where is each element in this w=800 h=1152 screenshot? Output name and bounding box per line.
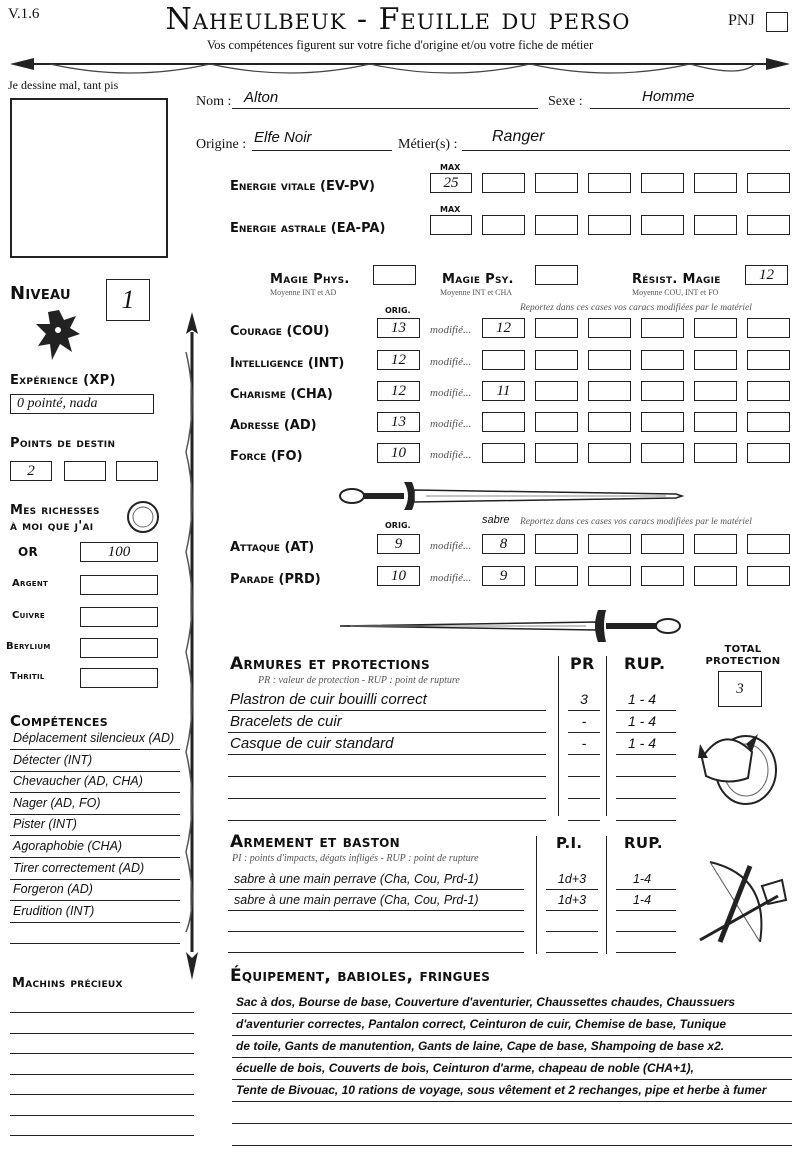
ea-track-box[interactable] xyxy=(588,215,631,235)
combat-modif-box[interactable] xyxy=(641,534,684,554)
combat-modif-box[interactable] xyxy=(694,534,737,554)
armor-rup[interactable]: 1 - 4 xyxy=(627,691,656,707)
stat-modif-box[interactable] xyxy=(588,412,631,432)
skill-item[interactable]: Déplacement silencieux (AD) xyxy=(10,728,180,750)
stat-orig-box[interactable]: 10 xyxy=(377,443,420,463)
armor-pr-line xyxy=(568,776,600,777)
armor-rup[interactable]: 1 - 4 xyxy=(627,713,656,729)
weapon-row-line xyxy=(228,889,524,890)
portrait-box[interactable] xyxy=(10,98,168,258)
treasure-line[interactable] xyxy=(10,1053,194,1054)
equipment-line[interactable] xyxy=(232,1102,792,1124)
treasure-line[interactable] xyxy=(10,1012,194,1013)
armement-col-pi: P.I. xyxy=(556,834,583,852)
stat-label: Courage (COU) xyxy=(230,324,330,339)
stat-orig-box[interactable]: 13 xyxy=(377,412,420,432)
arrow-divider-icon xyxy=(10,52,790,84)
armor-rup-line xyxy=(616,776,676,777)
ev-track-box[interactable] xyxy=(694,173,737,193)
stat-modif-box[interactable] xyxy=(482,443,525,463)
combat-orig-box[interactable]: 9 xyxy=(377,534,420,554)
ev-max-label: MAX xyxy=(440,163,461,172)
magie-psy-label: Magie Psy. xyxy=(442,272,514,287)
combat-modif-box[interactable] xyxy=(747,566,790,586)
skill-item[interactable]: Tirer correctement (AD) xyxy=(10,858,180,880)
stat-modif-box[interactable] xyxy=(641,412,684,432)
magie-phys-label: Magie Phys. xyxy=(270,272,350,287)
origine-field[interactable]: Elfe Noir xyxy=(254,129,312,146)
cuivre-label: Cuivre xyxy=(12,610,46,621)
armor-row-line xyxy=(228,710,546,711)
pnj-checkbox[interactable] xyxy=(766,12,788,32)
weapon-pi[interactable]: 1d+3 xyxy=(557,872,587,886)
destin-box-2[interactable] xyxy=(64,461,106,481)
berylium-label: Berylium xyxy=(6,641,51,652)
stat-modif-box[interactable] xyxy=(747,318,790,338)
stat-modif-box[interactable] xyxy=(694,443,737,463)
resist-magie-note: Moyenne COU, INT et FO xyxy=(632,288,719,297)
armures-col-rup: RUP. xyxy=(624,654,666,673)
ea-track-box[interactable] xyxy=(641,215,684,235)
or-label: OR xyxy=(18,545,39,559)
skill-item[interactable]: Pister (INT) xyxy=(10,814,180,836)
stat-label: Intelligence (INT) xyxy=(230,356,345,371)
combat-label: Attaque (AT) xyxy=(230,540,315,555)
combat-report-note: Reportez dans ces cases vos caracs modifiées par le matériel xyxy=(520,517,752,527)
resist-magie-label: Résist. Magie xyxy=(632,272,721,287)
niveau-value: 1 xyxy=(121,285,135,314)
stat-modif-box[interactable] xyxy=(694,412,737,432)
stat-modif-box[interactable] xyxy=(641,350,684,370)
armures-title: Armures et protections xyxy=(230,654,430,674)
weapon-pi-line xyxy=(546,952,598,953)
nom-label: Nom : xyxy=(196,94,232,109)
equipment-line[interactable] xyxy=(232,1124,792,1146)
armor-pr-line xyxy=(568,710,600,711)
stat-modif-box[interactable] xyxy=(641,443,684,463)
combat-label: Parade (PRD) xyxy=(230,572,321,587)
combat-modif-box[interactable] xyxy=(535,566,578,586)
armor-name[interactable]: Bracelets de cuir xyxy=(230,713,342,730)
armures-note: PR : valeur de protection - RUP : point de rupture xyxy=(258,675,460,686)
or-field[interactable]: 100 xyxy=(80,542,158,562)
ea-max-box[interactable] xyxy=(430,215,472,235)
armures-col-pr: PR xyxy=(570,654,595,673)
weapon-row-line xyxy=(228,952,524,953)
stat-orig-box[interactable]: 12 xyxy=(377,381,420,401)
stat-modif-box[interactable] xyxy=(535,381,578,401)
stat-label: Force (FO) xyxy=(230,449,303,464)
magie-psy-note: Moyenne INT et CHA xyxy=(440,288,513,297)
stat-modif-box[interactable] xyxy=(588,443,631,463)
treasure-line[interactable] xyxy=(10,1115,194,1116)
armor-pr-line xyxy=(568,732,600,733)
combat-modif-box[interactable] xyxy=(588,566,631,586)
weapon-pi-line xyxy=(546,889,598,890)
weapon-name[interactable]: sabre à une main perrave (Cha, Cou, Prd-1) xyxy=(234,872,479,886)
stat-modif-box[interactable] xyxy=(588,350,631,370)
combat-modif-box[interactable] xyxy=(747,534,790,554)
armor-name[interactable]: Casque de cuir standard xyxy=(230,735,394,752)
skill-item[interactable]: Agoraphobie (CHA) xyxy=(10,836,180,858)
armor-pr[interactable]: 3 xyxy=(580,691,588,707)
stat-modif-box[interactable] xyxy=(694,350,737,370)
sexe-label: Sexe : xyxy=(548,94,583,109)
combat-modif-label: modifié... xyxy=(430,572,472,584)
stat-modif-box[interactable] xyxy=(535,443,578,463)
machins-precieux-title: Machins précieux xyxy=(12,976,123,991)
stat-label: Adresse (AD) xyxy=(230,418,317,433)
treasure-line[interactable] xyxy=(10,1074,194,1075)
stat-modif-box[interactable] xyxy=(747,381,790,401)
weapon-pi-line xyxy=(546,910,598,911)
total-protection-label: TOTAL PROTECTION xyxy=(705,644,781,667)
sword-icon xyxy=(336,608,686,644)
skill-item[interactable]: Nager (AD, FO) xyxy=(10,793,180,815)
armor-rup-line xyxy=(616,798,676,799)
combat-mod-prefix: sabre xyxy=(482,514,510,526)
stat-modif-box[interactable] xyxy=(535,318,578,338)
weapon-rup-line xyxy=(616,889,676,890)
ev-label: Energie vitale (EV-PV) xyxy=(230,179,375,194)
spear-icon xyxy=(182,312,202,980)
sword-icon xyxy=(336,478,686,514)
berylium-field[interactable] xyxy=(80,638,158,658)
ev-track-box[interactable] xyxy=(535,173,578,193)
stats-report-note: Reportez dans ces cases vos caracs modifiées par le matériel xyxy=(520,303,752,313)
stat-modif-box[interactable] xyxy=(588,318,631,338)
equipement-title: Équipement, babioles, fringues xyxy=(230,966,491,986)
ea-track-box[interactable] xyxy=(482,215,525,235)
thritil-label: Thritil xyxy=(10,671,45,682)
thritil-field[interactable] xyxy=(80,668,158,688)
helmet-shield-icon xyxy=(694,714,780,808)
skill-item[interactable]: Chevaucher (AD, CHA) xyxy=(10,771,180,793)
stat-modif-box[interactable] xyxy=(535,412,578,432)
armor-row-line xyxy=(228,754,546,755)
magie-psy-box[interactable] xyxy=(535,265,578,285)
stat-orig-box[interactable]: 13 xyxy=(377,318,420,338)
treasure-line[interactable] xyxy=(10,1033,194,1034)
weapon-pi-line xyxy=(546,931,598,932)
richesses-label-1: Mes richesses xyxy=(10,503,100,518)
argent-label: Argent xyxy=(12,578,49,589)
coin-icon xyxy=(126,500,160,534)
stat-modif-box[interactable] xyxy=(747,412,790,432)
sheet-title: Naheulbeuk - Feuille du perso xyxy=(165,2,631,37)
armor-rup-line xyxy=(616,710,676,711)
origine-label: Origine : xyxy=(196,137,247,152)
sexe-field[interactable]: Homme xyxy=(642,88,695,105)
treasure-line[interactable] xyxy=(10,1135,194,1136)
ea-label: Energie astrale (EA-PA) xyxy=(230,221,386,236)
armor-row-line xyxy=(228,798,546,799)
combat-orig-label: ORIG. xyxy=(385,521,411,530)
weapon-rup-line xyxy=(616,952,676,953)
stat-modif-box[interactable] xyxy=(641,381,684,401)
stat-modif-label: modifié... xyxy=(430,418,472,430)
armor-row-line xyxy=(228,820,546,821)
niveau-box[interactable] xyxy=(106,279,150,321)
combat-modif-box[interactable] xyxy=(535,534,578,554)
magie-phys-note: Moyenne INT et AD xyxy=(270,288,337,297)
combat-modif-box[interactable] xyxy=(694,566,737,586)
weapon-rup[interactable]: 1-4 xyxy=(632,893,652,907)
weapon-pi[interactable]: 1d+3 xyxy=(557,893,587,907)
experience-value: 0 pointé, nada xyxy=(17,396,98,411)
combat-modif-box[interactable]: 8 xyxy=(482,534,525,554)
ea-track-box[interactable] xyxy=(747,215,790,235)
stat-modif-box[interactable]: 12 xyxy=(482,318,525,338)
ev-track-box[interactable] xyxy=(747,173,790,193)
richesses-label-2: à moi que j'ai xyxy=(10,519,94,534)
weapon-row-line xyxy=(228,931,524,932)
stat-modif-box[interactable] xyxy=(694,318,737,338)
armor-pr-line xyxy=(568,820,600,821)
pnj-label: PNJ xyxy=(728,12,755,29)
resist-magie-box[interactable]: 12 xyxy=(745,265,788,285)
equipment-line[interactable]: Sac à dos, Bourse de base, Couverture d'aventurier, Chaussettes chaudes, Chaussuers xyxy=(232,992,792,1014)
stat-modif-label: modifié... xyxy=(430,387,472,399)
stat-modif-box[interactable]: 11 xyxy=(482,381,525,401)
armor-rup-line xyxy=(616,732,676,733)
magie-phys-box[interactable] xyxy=(373,265,416,285)
destin-label: Points de destin xyxy=(10,436,116,451)
weapon-rup-line xyxy=(616,910,676,911)
weapon-rup[interactable]: 1-4 xyxy=(632,872,652,886)
ev-track-box[interactable] xyxy=(588,173,631,193)
sheet-subtitle: Vos compétences figurent sur votre fiche d'origine et/ou votre fiche de métier xyxy=(206,38,594,52)
experience-field[interactable] xyxy=(10,394,154,414)
armement-title: Armement et baston xyxy=(230,832,401,852)
stat-orig-box[interactable]: 12 xyxy=(377,350,420,370)
armor-row-line xyxy=(228,776,546,777)
armement-col-rup: RUP. xyxy=(624,834,663,852)
dragon-icon xyxy=(34,306,84,364)
destin-box-3[interactable] xyxy=(116,461,158,481)
cuivre-field[interactable] xyxy=(80,607,158,627)
portrait-caption: Je dessine mal, tant pis xyxy=(8,78,119,92)
armor-pr[interactable]: - xyxy=(581,713,587,729)
weapon-rup-line xyxy=(616,931,676,932)
armor-rup-line xyxy=(616,820,676,821)
ea-max-label: MAX xyxy=(440,205,461,214)
equipment-line[interactable]: écuelle de bois, Couverts de bois, Ceinturon d'arme, chapeau de noble (CHA+1), xyxy=(232,1058,792,1080)
stat-modif-label: modifié... xyxy=(430,356,472,368)
metier-field[interactable]: Ranger xyxy=(492,128,545,145)
competences-title: Compétences xyxy=(10,712,108,730)
treasure-line[interactable] xyxy=(10,1094,194,1095)
armor-name[interactable]: Plastron de cuir bouilli correct xyxy=(230,691,427,708)
armor-pr[interactable]: - xyxy=(581,735,587,751)
armement-note: PI : points d'impacts, dégats infligés - RUP : point de rupture xyxy=(232,853,479,864)
skill-item[interactable]: Erudition (INT) xyxy=(10,901,180,923)
niveau-label: Niveau xyxy=(10,283,71,304)
nom-field[interactable]: Alton xyxy=(244,89,279,106)
metier-label: Métier(s) : xyxy=(398,137,458,152)
combat-modif-box[interactable] xyxy=(588,534,631,554)
stat-modif-box[interactable] xyxy=(747,350,790,370)
weapons-icon xyxy=(690,856,790,948)
equipment-line[interactable]: d'aventurier correctes, Pantalon correct, Ceinturon de cuir, Chemise de base, Tunique xyxy=(232,1014,792,1036)
ea-track-box[interactable] xyxy=(694,215,737,235)
ev-track-box[interactable] xyxy=(641,173,684,193)
ev-max-box[interactable]: 25 xyxy=(430,173,472,193)
stat-modif-box[interactable] xyxy=(482,412,525,432)
combat-modif-label: modifié... xyxy=(430,540,472,552)
stat-modif-box[interactable] xyxy=(694,381,737,401)
stat-modif-box[interactable] xyxy=(747,443,790,463)
armor-pr-line xyxy=(568,754,600,755)
skill-item[interactable]: Forgeron (AD) xyxy=(10,879,180,901)
stat-modif-label: modifié... xyxy=(430,449,472,461)
armor-rup-line xyxy=(616,754,676,755)
stat-modif-box[interactable] xyxy=(641,318,684,338)
equipment-line[interactable]: de toile, Gants de manutention, Gants de laine, Cape de base, Shampoing de base x2. xyxy=(232,1036,792,1058)
stat-modif-label: modifié... xyxy=(430,324,472,336)
combat-modif-box[interactable] xyxy=(641,566,684,586)
stat-label: Charisme (CHA) xyxy=(230,387,333,402)
ev-track-box[interactable] xyxy=(482,173,525,193)
argent-field[interactable] xyxy=(80,575,158,595)
combat-modif-box[interactable]: 9 xyxy=(482,566,525,586)
armor-pr-line xyxy=(568,798,600,799)
weapon-row-line xyxy=(228,910,524,911)
weapon-name[interactable]: sabre à une main perrave (Cha, Cou, Prd-1) xyxy=(234,893,479,907)
combat-orig-box[interactable]: 10 xyxy=(377,566,420,586)
orig-label: ORIG. xyxy=(385,306,411,315)
version-label: V.1.6 xyxy=(8,6,40,22)
skill-item[interactable]: Détecter (INT) xyxy=(10,750,180,772)
experience-label: Expérience (XP) xyxy=(10,373,116,388)
skill-item[interactable] xyxy=(10,922,180,944)
armor-rup[interactable]: 1 - 4 xyxy=(627,735,656,751)
destin-box-1[interactable]: 2 xyxy=(10,461,52,481)
stat-modif-box[interactable] xyxy=(588,381,631,401)
ea-track-box[interactable] xyxy=(535,215,578,235)
armor-row-line xyxy=(228,732,546,733)
stat-modif-box[interactable] xyxy=(535,350,578,370)
total-protection-box[interactable]: 3 xyxy=(718,671,762,707)
equipment-line[interactable]: Tente de Bivouac, 10 rations de voyage, sous vêtement et 2 rechanges, pipe et herbe à fumer xyxy=(232,1080,792,1102)
stat-modif-box[interactable] xyxy=(482,350,525,370)
